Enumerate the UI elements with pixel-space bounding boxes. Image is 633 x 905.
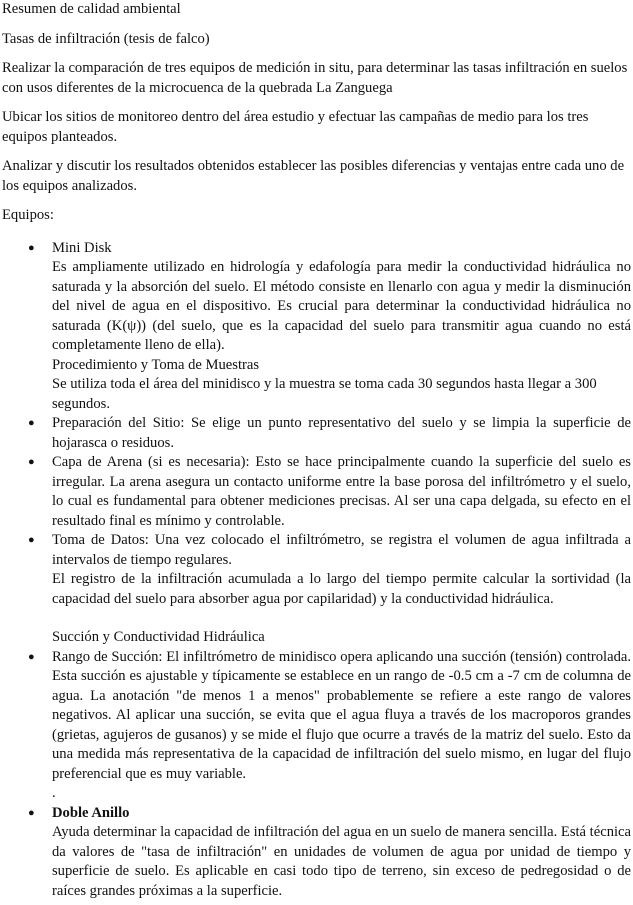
- list-item-step-preparacion: [2, 414, 631, 453]
- minidisk-name: Mini Disk: [52, 239, 112, 256]
- succion-section: [2, 628, 631, 648]
- doble-anillo-name: Doble Anillo: [52, 804, 130, 821]
- list-item-step-datos: [2, 531, 631, 609]
- rango-succion-text: Rango de Succión: El infiltrómetro de minidisco opera aplicando una succión (tensión) controlada. Esta succión es ajustable y típicamente se establece en un rango de -0.5 cm a -7 cm de columna de agua. La anotación "de menos 1 a menos" probablemente se refiere a este rango de valores negativos. Al aplicar una succión, se evita que el agua fluya a través de los macroporos grandes (grietas, agujeros de gusanos) y se mide el flujo que ocurre a través de la matriz del suelo. Esto da una medida más representativa de la capacidad de infiltración del suelo mismo, en lugar del flujo preferencial que es muy variable.: [52, 648, 631, 782]
- succion-list: [2, 648, 631, 902]
- bullet-icon: ●: [28, 534, 35, 546]
- list-item-minidisk: [2, 239, 631, 415]
- list-item-rango-succion: [2, 648, 631, 804]
- equipment-list: [2, 239, 631, 610]
- step-preparacion: Preparación del Sitio: Se elige un punto representativo del suelo y se limpia la superficie de hojarasca o residuos.: [52, 415, 631, 451]
- bullet-icon: ●: [28, 241, 35, 254]
- bullet-icon: ●: [28, 650, 35, 663]
- minidisk-description: Es ampliamente utilizado en hidrología y edafología para medir la conductividad hidráulica no saturada y la absorción del suelo. El método consiste en llenarlo con agua y medir la disminución del nivel de agua en el dispositivo. Es crucial para determinar la conductividad hidráulica no saturada (K(ψ)) (del suelo, que es la capacidad del suelo para transmitir agua cuando no está completamente lleno de ella).: [52, 259, 631, 353]
- objective-2: Ubicar los sitios de monitoreo dentro del área estudio y efectuar las campañas de medio para los tres equipos planteados.: [2, 109, 589, 145]
- procedure-text: Se utiliza toda el área del minidisco y la muestra se toma cada 30 segundos hasta llegar a 300 segundos.: [52, 376, 597, 412]
- sortividad-text: El registro de la infiltración acumulada a lo largo del tiempo permite calcular la sortividad (la capacidad del suelo para absorber agua por capilaridad) y la conductividad hidráulica.: [52, 571, 631, 607]
- bullet-icon: ●: [28, 456, 35, 468]
- bullet-icon: ●: [28, 806, 35, 819]
- document-title: Resumen de calidad ambiental: [2, 1, 181, 17]
- procedure-heading: Procedimiento y Toma de Muestras: [52, 356, 260, 373]
- document-subtitle: Tasas de infiltración (tesis de falco): [2, 30, 210, 47]
- stray-dot: .: [52, 785, 56, 801]
- equipos-label: Equipos:: [2, 207, 54, 223]
- list-item-step-arena: [2, 453, 631, 531]
- step-arena: Capa de Arena (si es necesaria): Esto se hace principalmente cuando la superficie del suelo es irregular. La arena asegura un contacto uniforme entre la base porosa del infiltrómetro y el suelo, lo cual es fundamental para obtener mediciones precisas. Al ser una capa delgada, su efecto en el resultado final es mínimo y controlable.: [52, 454, 631, 529]
- list-item-doble-anillo: [2, 804, 631, 902]
- objective-1: Realizar la comparación de tres equipos de medición in situ, para determinar las tasas infiltración en suelos con usos diferentes de la microcuenca de la quebrada La Zanguega: [2, 60, 628, 96]
- succion-heading: Succión y Conductividad Hidráulica: [52, 629, 265, 645]
- objective-3: Analizar y discutir los resultados obtenidos establecer las posibles diferencias y ventajas entre cada uno de los equipos analizados.: [2, 158, 625, 194]
- doble-anillo-description: Ayuda determinar la capacidad de infiltración del agua en un suelo de manera sencilla. Está técnica da valores de "tasa de infiltración" en unidades de volumen de agua por unidad de tiempo y superficie de suelo. Es aplicable en casi todo tipo de terreno, sin exceso de pedregosidad o de raíces grandes próximas a la superficie.: [52, 824, 631, 899]
- bullet-icon: ●: [28, 417, 35, 429]
- step-datos: Toma de Datos: Una vez colocado el infiltrómetro, se registra el volumen de agua infiltrada a intervalos de tiempo regulares.: [52, 532, 631, 568]
